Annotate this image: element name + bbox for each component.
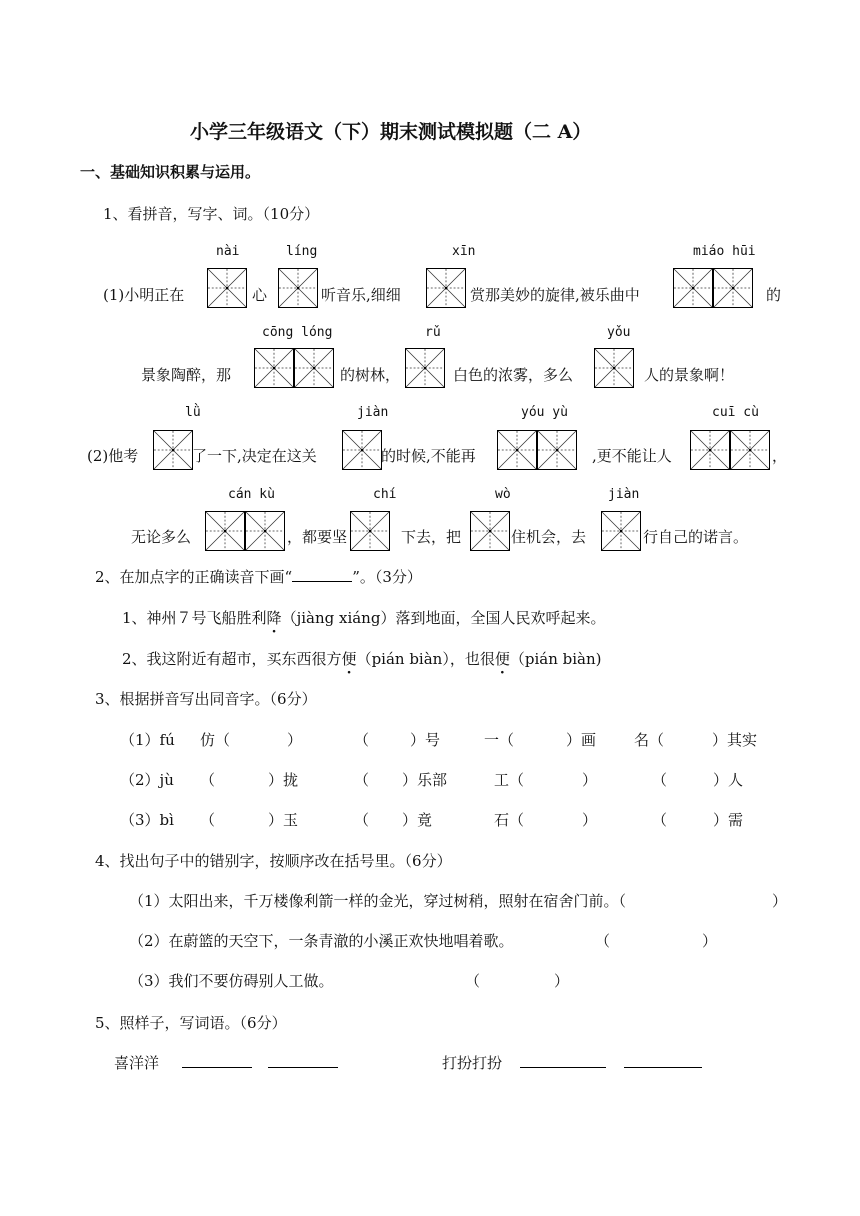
question-3-heading: 3、根据拼音写出同音字。（6分） (95, 690, 317, 708)
q2-line-2-post: （pián biàn) (509, 650, 602, 668)
writing-box[interactable] (245, 511, 285, 551)
pinyin-xin: xīn (452, 244, 476, 259)
example-word-1: 喜洋洋 (114, 1054, 160, 1072)
writing-box[interactable] (426, 268, 466, 308)
homophone-blank: ） (582, 771, 598, 789)
writing-box[interactable] (153, 430, 193, 470)
page-title: 小学三年级语文（下）期末测试模拟题（二 A） (190, 121, 592, 143)
question-4-heading: 4、找出句子中的错别字，按顺序改在括号里。（6分） (95, 852, 452, 870)
homophone-blank: 仿（ (200, 731, 231, 749)
pinyin-wo: wò (495, 487, 511, 502)
writing-box[interactable] (405, 348, 445, 388)
homophone-blank: （ (200, 811, 216, 829)
writing-box[interactable] (470, 511, 510, 551)
homophone-pinyin: （2）jù (120, 771, 174, 789)
writing-box[interactable] (278, 268, 318, 308)
text-segment: ,更不能让人 (592, 447, 672, 465)
homophone-blank: ）其实 (712, 731, 758, 749)
q4-sentence-2: （2）在蔚篮的天空下，一条青澈的小溪正欢快地唱着歌。 (129, 932, 514, 950)
text-segment: 无论多么 (131, 528, 192, 546)
question-5-heading: 5、照样子，写词语。（6分） (95, 1014, 287, 1032)
q2-line-2-mid: （pián biàn），也很 (356, 650, 495, 668)
text-segment: 人的景象啊！ (644, 366, 735, 384)
text-segment: 的树林， (340, 366, 401, 384)
answer-line[interactable] (520, 1067, 606, 1068)
question-2-heading (95, 566, 422, 587)
writing-box[interactable] (713, 268, 753, 308)
dotted-character: 便 (494, 650, 510, 668)
writing-box[interactable] (254, 348, 294, 388)
homophone-blank: （ (652, 811, 668, 829)
writing-box[interactable] (497, 430, 537, 470)
writing-box[interactable] (690, 430, 730, 470)
homophone-pinyin: （3）bì (120, 811, 174, 829)
homophone-blank: ） (582, 811, 598, 829)
homophone-blank: （ (354, 811, 370, 829)
answer-line[interactable] (624, 1067, 702, 1068)
writing-box[interactable] (601, 511, 641, 551)
q4-sentence-1-close: ） (772, 892, 788, 910)
homophone-blank: 名（ (634, 731, 665, 749)
pinyin-canku: cán kù (228, 487, 275, 502)
homophone-pinyin: （1）fú (120, 731, 175, 749)
pinyin-youyu: yóu yù (521, 405, 568, 420)
homophone-blank: ）乐部 (402, 771, 448, 789)
q2-heading-pre: 2、在加点字的正确读音下画“ (95, 568, 293, 586)
homophone-blank: （ (652, 771, 668, 789)
writing-box[interactable] (537, 430, 577, 470)
q2-line-2-pre: 2、我这附近有超市，买东西很方 (122, 650, 342, 668)
writing-box[interactable] (730, 430, 770, 470)
pinyin-cuicu: cuī cù (712, 405, 759, 420)
homophone-blank: ）号 (410, 731, 441, 749)
dotted-character: 便 (341, 650, 357, 668)
pinyin-miaohui: miáo hūi (693, 244, 756, 259)
text-segment: ，都要坚 (287, 528, 348, 546)
homophone-blank: 一（ (484, 731, 515, 749)
homophone-blank: ） (287, 731, 303, 749)
pinyin-you: yǒu (607, 325, 631, 340)
text-segment: (1)小明正在 (103, 286, 185, 304)
q4-sentence-3: （3）我们不要仿碍别人工做。 (129, 972, 334, 990)
text-segment: ， (772, 447, 788, 465)
writing-box[interactable] (673, 268, 713, 308)
text-segment: 白色的浓雾，多么 (453, 366, 574, 384)
answer-line[interactable] (268, 1067, 338, 1068)
homophone-blank: ）拢 (268, 771, 299, 789)
homophone-blank: 工（ (494, 771, 525, 789)
homophone-blank: （ (200, 771, 216, 789)
text-segment: 下去，把 (401, 528, 462, 546)
writing-box[interactable] (350, 511, 390, 551)
q2-heading-post: ”。（3分） (352, 568, 422, 586)
homophone-blank: ）玉 (268, 811, 299, 829)
text-segment: 听音乐,细细 (321, 286, 401, 304)
dotted-character: 降 (266, 609, 282, 627)
writing-box[interactable] (207, 268, 247, 308)
homophone-blank: ）需 (713, 811, 744, 829)
answer-blank-underline (292, 567, 352, 582)
text-segment: 的 (766, 286, 782, 304)
section-heading: 一、基础知识积累与运用。 (80, 163, 261, 181)
homophone-blank: 石（ (494, 811, 525, 829)
q4-sentence-3-open: （ (465, 972, 481, 990)
writing-box[interactable] (594, 348, 634, 388)
homophone-blank: ）竟 (402, 811, 433, 829)
pinyin-conglong: cōng lóng (262, 325, 333, 340)
homophone-blank: （ (354, 771, 370, 789)
text-segment: (2)他考 (87, 447, 139, 465)
pinyin-ru: rǔ (425, 325, 441, 340)
question-1-heading: 1、看拼音，写字、词。（10分） (103, 205, 320, 223)
example-word-2: 打扮打扮 (442, 1054, 503, 1072)
writing-box[interactable] (205, 511, 245, 551)
q4-sentence-1: （1）太阳出来，千万楼像利箭一样的金光，穿过树稍，照射在宿舍门前。（ (129, 892, 627, 910)
pinyin-lv: lǜ (185, 405, 201, 420)
homophone-blank: （ (354, 731, 370, 749)
pinyin-jian: jiàn (357, 405, 389, 420)
text-segment: 心 (252, 286, 268, 304)
pinyin-nai: nài (216, 244, 240, 259)
text-segment: 住机会，去 (511, 528, 587, 546)
q2-line-1-post: （jiàng xiáng）落到地面，全国人民欢呼起来。 (281, 609, 606, 627)
text-segment: 赏那美妙的旋律,被乐曲中 (470, 286, 640, 304)
q4-sentence-3-close: ） (554, 972, 570, 990)
pinyin-ling: líng (286, 244, 318, 259)
q4-sentence-2-open: （ (595, 932, 611, 950)
writing-box[interactable] (294, 348, 334, 388)
writing-box[interactable] (342, 430, 382, 470)
text-segment: 的时候,不能再 (381, 447, 476, 465)
q2-line-2 (122, 648, 602, 669)
text-segment: 行自己的诺言。 (643, 528, 749, 546)
answer-line[interactable] (182, 1067, 252, 1068)
homophone-blank: ）人 (713, 771, 744, 789)
q2-line-1 (122, 607, 605, 628)
text-segment: 景象陶醉，那 (141, 366, 232, 384)
q4-sentence-2-close: ） (702, 932, 718, 950)
text-segment: 了一下,决定在这关 (192, 447, 317, 465)
homophone-blank: ）画 (566, 731, 597, 749)
q2-line-1-pre: 1、神州７号飞船胜利 (122, 609, 267, 627)
pinyin-chi: chí (373, 487, 397, 502)
pinyin-jian2: jiàn (608, 487, 640, 502)
